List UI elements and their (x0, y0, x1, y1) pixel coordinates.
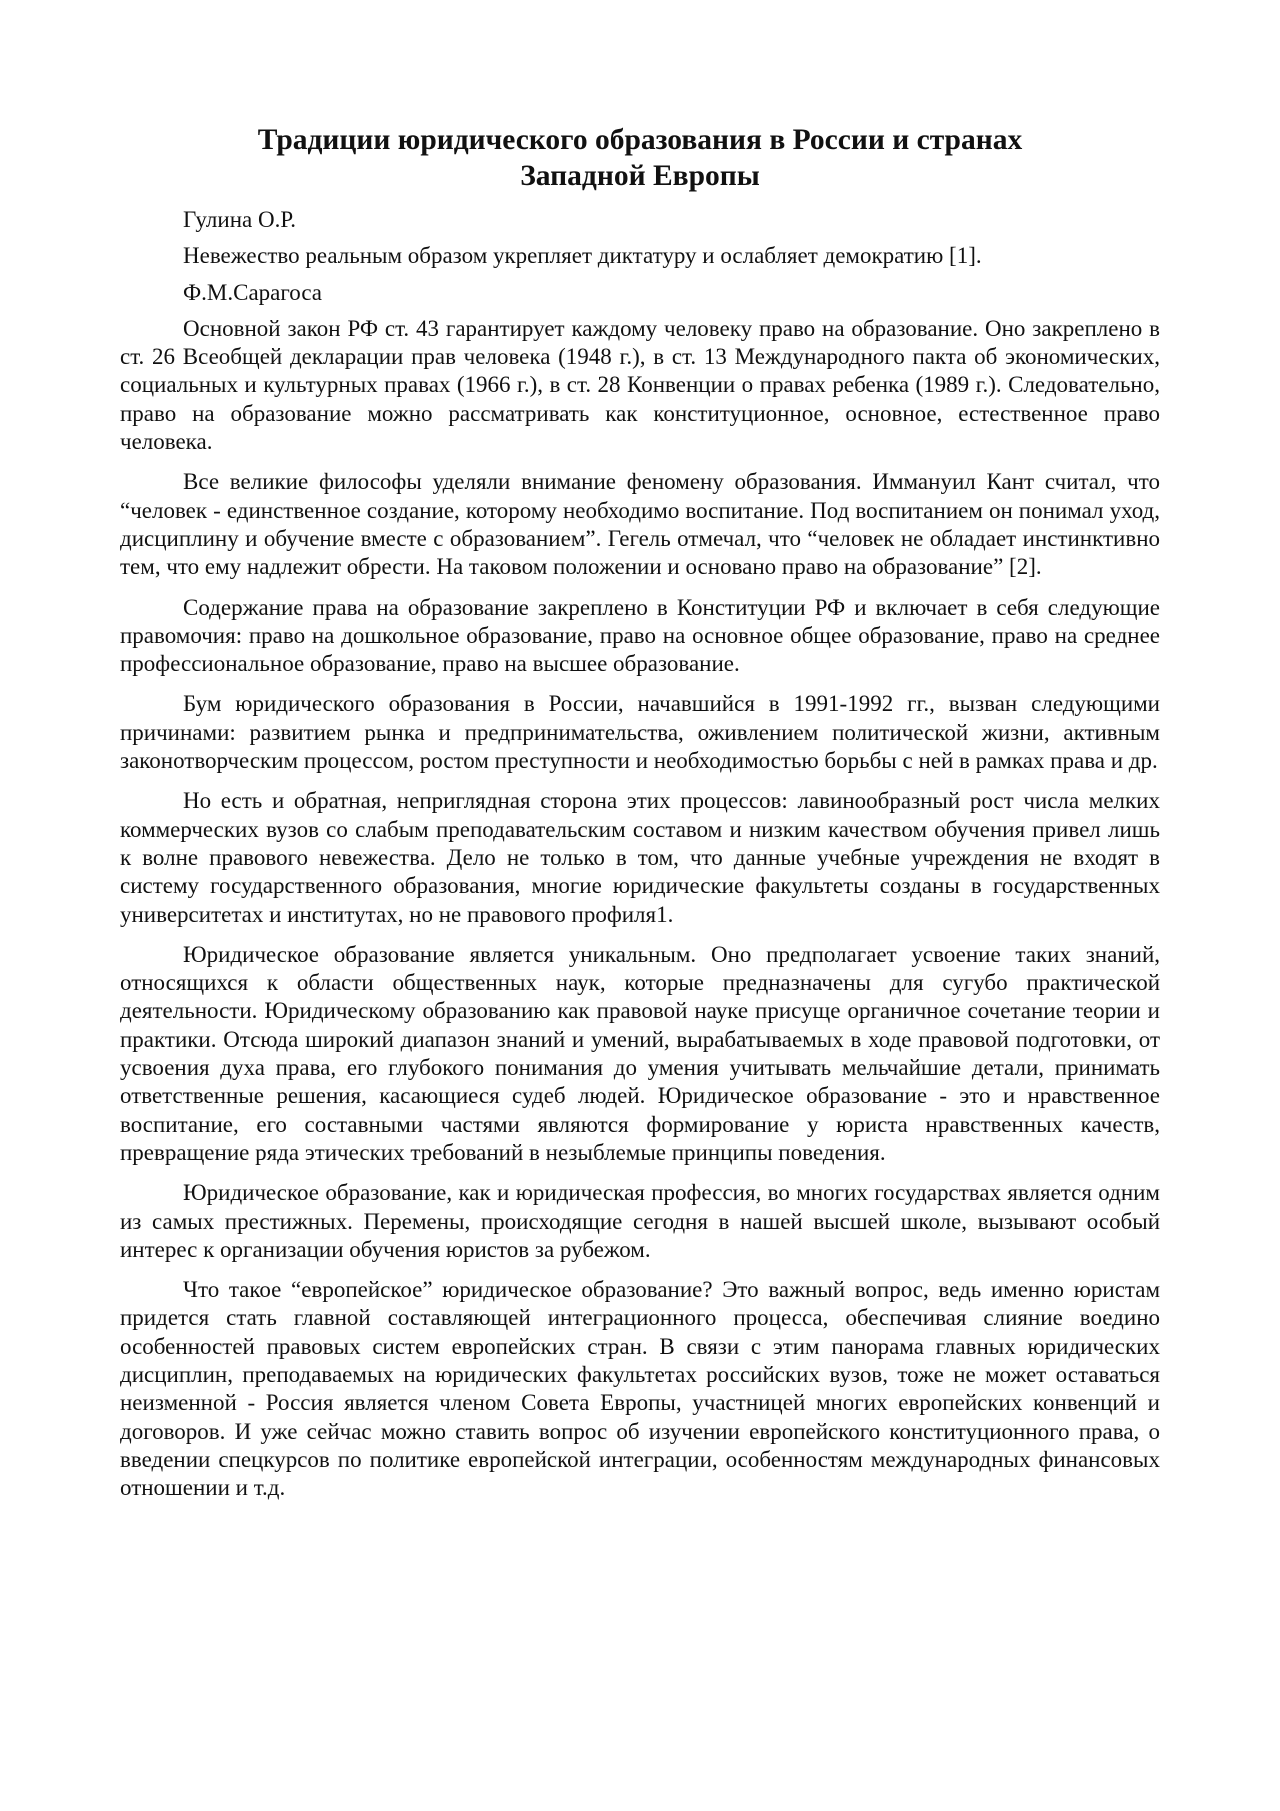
paragraph: Что такое “европейское” юридическое образование? Это важный вопрос, ведь именно юристам придется стать главной составляющей интеграционного процесса, обеспечивая слияние воедино особенностей правовых систем европейских стран. В связи с этим панорама главных юридических дисциплин, преподаваемых на юридических факультетах российских вузов, тоже не может оставаться неизменной - Россия является членом Совета Европы, участницей многих европейских конвенций и договоров. И уже сейчас можно ставить вопрос об изучении европейского конституционного права, о введении спецкурсов по политике европейской интеграции, особенностям международных финансовых отношении и т.д. (120, 1277, 1160, 1501)
epigraph-quote: Невежество реальным образом укрепляет диктатуру и ослабляет демократию [1]. (183, 243, 982, 269)
document-title (120, 122, 1160, 194)
author-line: Гулина О.Р. (183, 207, 296, 232)
paragraph: Бум юридического образования в России, начавшийся в 1991-1992 гг., вызван следующими причинами: развитием рынка и предпринимательства, оживлением политической жизни, активным законотворческим процессом, ростом преступности и необходимостью борьбы с ней в рамках права и др. (120, 691, 1160, 774)
paragraph: Все великие философы уделяли внимание феномену образования. Иммануил Кант считал, что “человек - единственное создание, которому необходимо воспитание. Под воспитанием он понимал уход, дисциплину и обучение вместе с образованием”. Гегель отмечал, что “человек не обладает инстинктивно тем, что ему надлежит обрести. На таковом положении и основано право на образование” [2]. (120, 469, 1160, 580)
epigraph-attribution: Ф.М.Сарагоса (183, 279, 323, 305)
paragraph: Содержание права на образование закреплено в Конституции РФ и включает в себя следующие правомочия: право на дошкольное образование, право на основное общее образование, право на среднее профессиональное образование, право на высшее образование. (120, 594, 1160, 677)
title-line-1: Традиции юридического образования в России и странах (257, 124, 1023, 156)
title-line-2: Западной Европы (520, 160, 760, 192)
paragraph: Юридическое образование является уникальным. Оно предполагает усвоение таких знаний, относящихся к области общественных наук, которые предназначены для сугубо практической деятельности. Юридическому образованию как правовой науке присуще органичное сочетание теории и практики. Отсюда широкий диапазон знаний и умений, вырабатываемых в ходе правовой подготовки, от усвоения духа права, его глубокого понимания до умения учитывать мельчайшие детали, принимать ответственные решения, касающиеся судеб людей. Юридическое образование - это и нравственное воспитание, его составными частями являются формирование у юриста нравственных качеств, превращение ряда этических требований в незыблемые принципы поведения. (120, 941, 1160, 1165)
paragraph: Но есть и обратная, неприглядная сторона этих процессов: лавинообразный рост числа мелких коммерческих вузов со слабым преподавательским составом и низким качеством обучения привел лишь к волне правового невежества. Дело не только в том, что данные учебные учреждения не входят в систему государственного образования, многие юридические факультеты созданы в государственных университетах и институтах, но не правового профиля1. (120, 788, 1160, 927)
paragraph: Основной закон РФ ст. 43 гарантирует каждому человеку право на образование. Оно закреплено в ст. 26 Всеобщей декларации прав человека (1948 г.), в ст. 13 Международного пакта об экономических, социальных и культурных правах (1966 г.), в ст. 28 Конвенции о правах ребенка (1989 г.). Следовательно, право на образование можно рассматривать как конституционное, основное, естественное право человека. (120, 315, 1160, 455)
document-body (120, 206, 1160, 1514)
paragraph: Юридическое образование, как и юридическая профессия, во многих государствах является одним из самых престижных. Перемены, происходящие сегодня в нашей высшей школе, вызывают особый интерес к организации обучения юристов за рубежом. (120, 1180, 1160, 1262)
